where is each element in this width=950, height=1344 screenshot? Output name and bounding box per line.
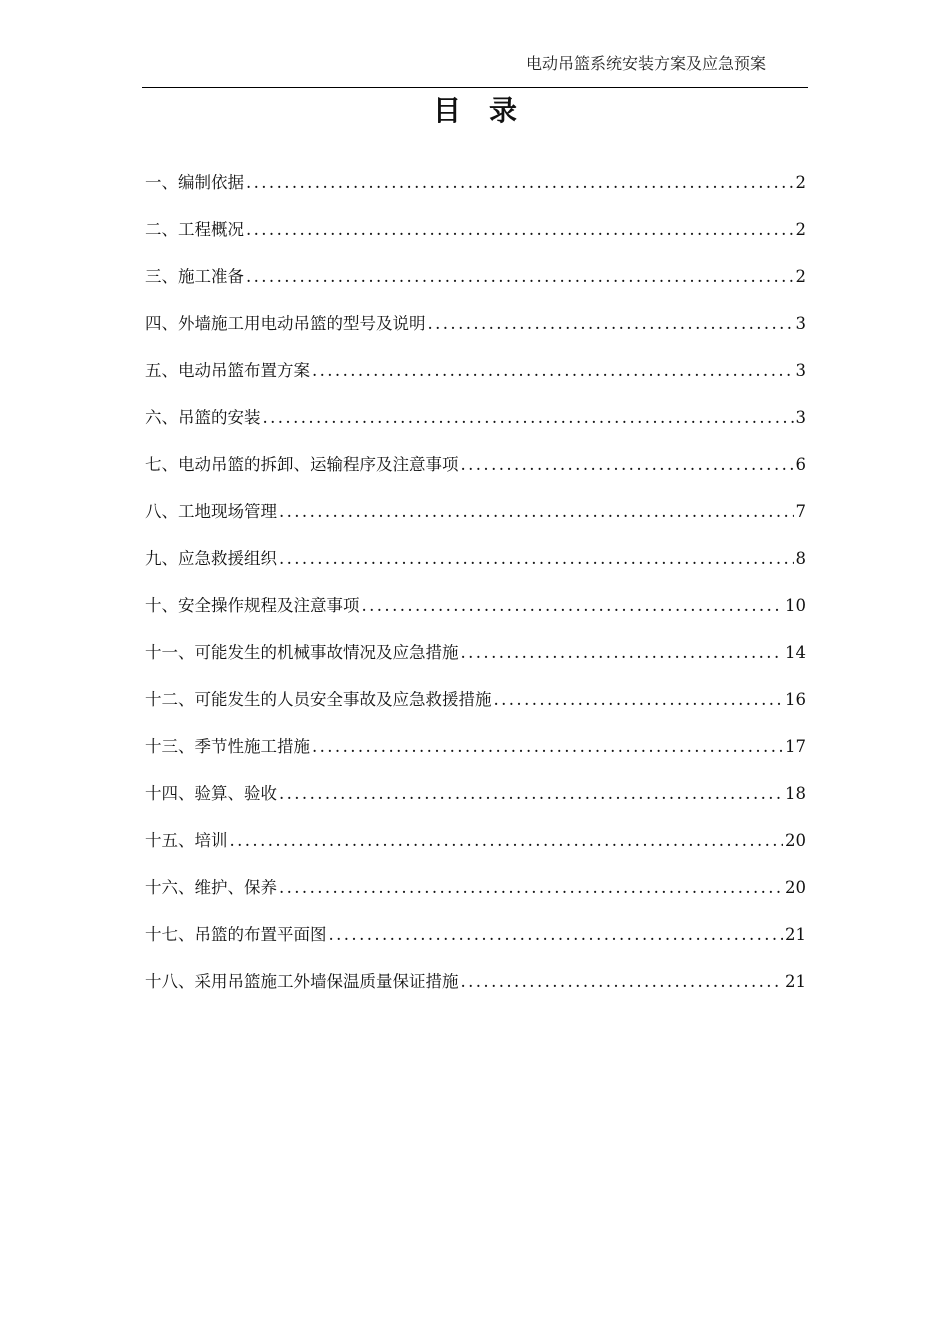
toc-list — [145, 170, 806, 1016]
toc-entry-label: 六、吊篮的安装 — [145, 408, 261, 427]
page-header — [142, 50, 808, 88]
toc-leader-dots — [246, 170, 794, 196]
toc-entry-label: 七、电动吊篮的拆卸、运输程序及注意事项 — [145, 455, 459, 474]
toc-leader-dots — [362, 593, 784, 619]
toc-entry-label: 十六、维护、保养 — [145, 878, 277, 897]
toc-leader-dots — [461, 640, 784, 666]
toc-leader-dots — [279, 781, 783, 807]
toc-entry[interactable] — [145, 828, 806, 875]
toc-leader-dots — [312, 734, 783, 760]
toc-entry-page: 20 — [785, 878, 806, 897]
toc-entry-page: 8 — [795, 549, 806, 568]
toc-entry[interactable] — [145, 452, 806, 499]
toc-entry-label: 十二、可能发生的人员安全事故及应急救援措施 — [145, 690, 492, 709]
toc-entry-page: 14 — [785, 643, 806, 662]
toc-entry-label: 十、安全操作规程及注意事项 — [145, 596, 360, 615]
toc-entry-page: 3 — [795, 361, 806, 380]
toc-leader-dots — [246, 264, 794, 290]
toc-leader-dots — [279, 546, 794, 572]
toc-entry-label: 十五、培训 — [145, 831, 228, 850]
toc-entry[interactable] — [145, 687, 806, 734]
toc-leader-dots — [263, 405, 794, 431]
toc-entry-label: 十三、季节性施工措施 — [145, 737, 310, 756]
toc-entry-page: 3 — [795, 408, 806, 427]
toc-entry-label: 十一、可能发生的机械事故情况及应急措施 — [145, 643, 459, 662]
toc-entry-page: 2 — [795, 267, 806, 286]
toc-title: 目 录 — [432, 94, 517, 127]
toc-entry-page: 3 — [795, 314, 806, 333]
toc-entry-page: 2 — [795, 173, 806, 192]
toc-leader-dots — [428, 311, 794, 337]
toc-entry-page: 20 — [785, 831, 806, 850]
toc-entry[interactable] — [145, 217, 806, 264]
toc-entry-label: 三、施工准备 — [145, 267, 244, 286]
toc-entry-label: 二、工程概况 — [145, 220, 244, 239]
toc-entry-page: 21 — [785, 925, 806, 944]
toc-entry-label: 一、编制依据 — [145, 173, 244, 192]
toc-entry[interactable] — [145, 264, 806, 311]
toc-leader-dots — [230, 828, 784, 854]
toc-leader-dots — [329, 922, 784, 948]
toc-leader-dots — [279, 499, 794, 525]
toc-entry[interactable] — [145, 358, 806, 405]
document-title: 电动吊篮系统安装方案及应急预案 — [525, 54, 766, 73]
toc-entry-label: 十八、采用吊篮施工外墙保温质量保证措施 — [145, 972, 459, 991]
toc-entry-page: 18 — [785, 784, 806, 803]
toc-leader-dots — [461, 969, 784, 995]
toc-leader-dots — [246, 217, 794, 243]
toc-entry[interactable] — [145, 546, 806, 593]
toc-entry-label: 十四、验算、验收 — [145, 784, 277, 803]
toc-entry-page: 17 — [785, 737, 806, 756]
toc-entry-page: 6 — [795, 455, 806, 474]
toc-entry-label: 四、外墙施工用电动吊篮的型号及说明 — [145, 314, 426, 333]
toc-entry[interactable] — [145, 593, 806, 640]
toc-entry[interactable] — [145, 922, 806, 969]
toc-entry[interactable] — [145, 875, 806, 922]
toc-entry[interactable] — [145, 640, 806, 687]
toc-entry-page: 7 — [795, 502, 806, 521]
toc-entry-label: 九、应急救援组织 — [145, 549, 277, 568]
toc-entry[interactable] — [145, 405, 806, 452]
toc-leader-dots — [279, 875, 783, 901]
toc-entry[interactable] — [145, 311, 806, 358]
toc-entry-page: 21 — [785, 972, 806, 991]
toc-entry-label: 十七、吊篮的布置平面图 — [145, 925, 327, 944]
toc-entry-page: 10 — [785, 596, 806, 615]
toc-entry-label: 八、工地现场管理 — [145, 502, 277, 521]
toc-entry[interactable] — [145, 969, 806, 1016]
toc-leader-dots — [494, 687, 784, 713]
toc-entry[interactable] — [145, 781, 806, 828]
toc-entry-page: 2 — [795, 220, 806, 239]
toc-leader-dots — [312, 358, 794, 384]
toc-leader-dots — [461, 452, 794, 478]
toc-entry[interactable] — [145, 734, 806, 781]
toc-entry-page: 16 — [785, 690, 806, 709]
toc-entry-label: 五、电动吊篮布置方案 — [145, 361, 310, 380]
toc-entry[interactable] — [145, 170, 806, 217]
toc-entry[interactable] — [145, 499, 806, 546]
